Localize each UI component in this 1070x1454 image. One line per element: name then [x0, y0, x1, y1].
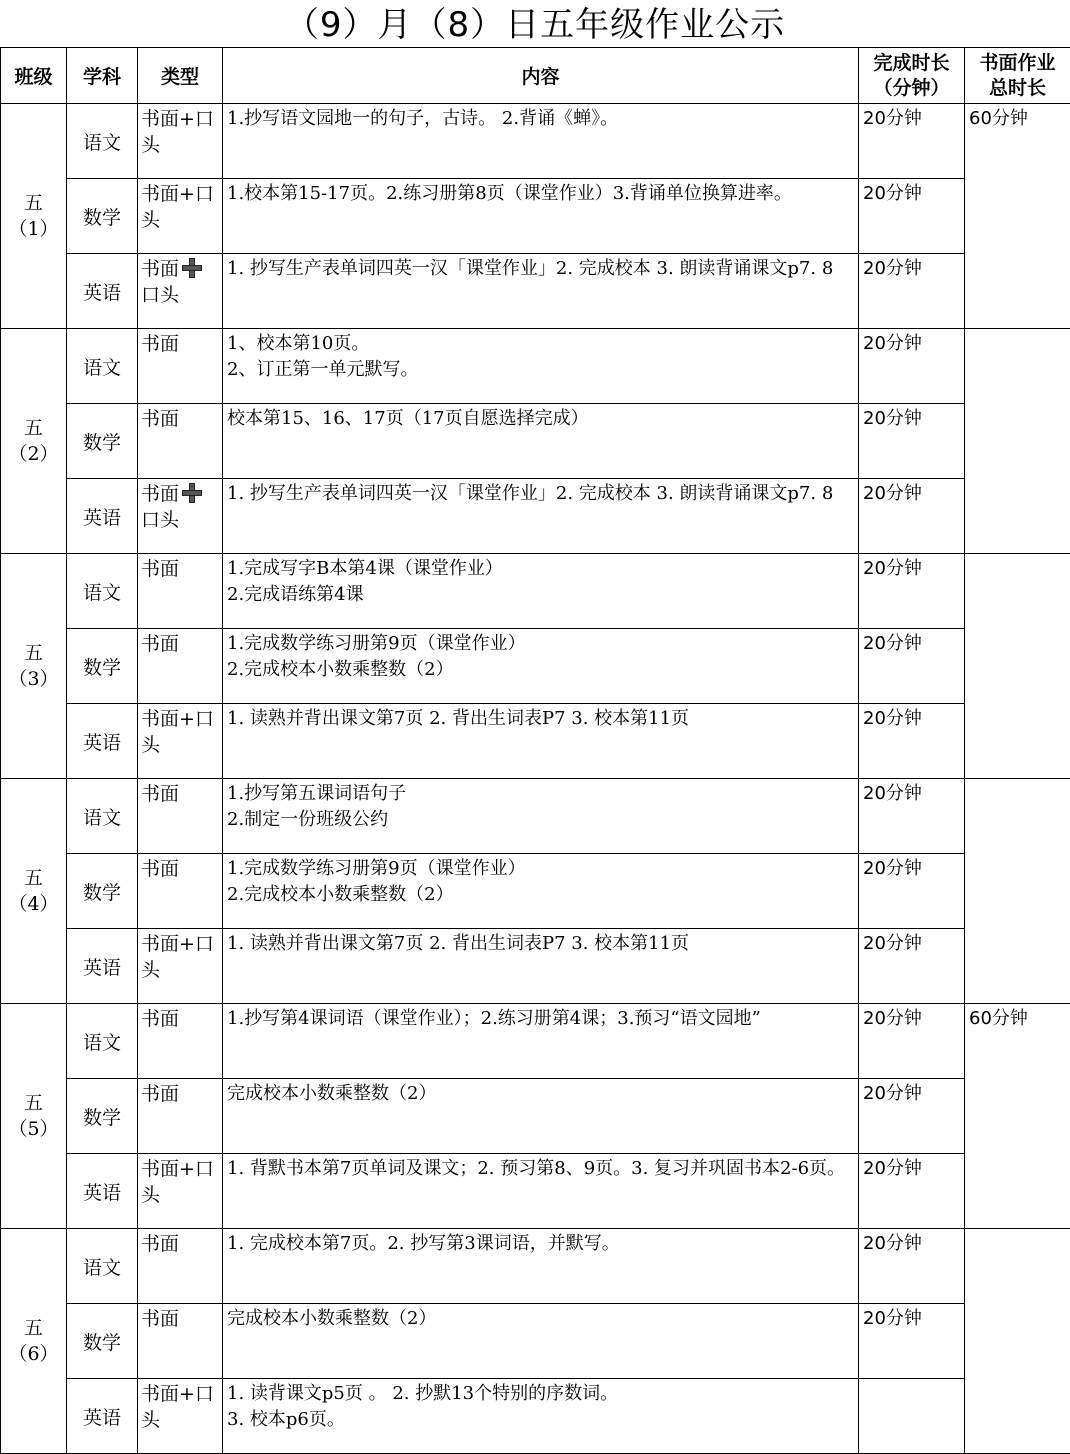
header-subject: 学科 — [67, 48, 138, 104]
duration-cell: 20分钟 — [859, 329, 965, 404]
type-text: 书面+口头 — [141, 108, 214, 156]
type-cell — [138, 629, 223, 704]
type-text: 书面 — [141, 858, 179, 880]
duration-cell: 20分钟 — [859, 404, 965, 479]
content-cell — [223, 629, 859, 704]
total-duration-cell: 60分钟 — [965, 104, 1070, 329]
content-cell — [223, 104, 859, 179]
table-row — [1, 929, 1070, 1004]
content-line: 1. 抄写生产表单词四英一汉「课堂作业」2. 完成校本 3. 朗读背诵课文p7. 8 — [227, 481, 856, 507]
content-cell — [223, 329, 859, 404]
duration-cell: 20分钟 — [859, 479, 965, 554]
subject-cell: 数学 — [67, 854, 138, 929]
class-grade: 五 — [1, 190, 66, 216]
subject-cell: 语文 — [67, 554, 138, 629]
table-row — [1, 1154, 1070, 1229]
class-number: （2） — [1, 441, 66, 467]
subject-cell: 英语 — [67, 929, 138, 1004]
duration-cell — [859, 1379, 965, 1454]
table-row — [1, 854, 1070, 929]
table-row — [1, 104, 1070, 179]
content-line: 2.完成校本小数乘整数（2） — [227, 657, 856, 683]
type-oral: 口头 — [141, 507, 222, 533]
class-number: （1） — [1, 216, 66, 242]
duration-cell: 20分钟 — [859, 704, 965, 779]
table-row — [1, 704, 1070, 779]
type-cell — [138, 479, 223, 554]
type-text: 书面 — [141, 1008, 179, 1030]
content-line: 1. 读背课文p5页 。 2. 抄默13个特别的序数词。 — [227, 1381, 856, 1407]
type-text: 书面 — [141, 558, 179, 580]
type-cell — [138, 254, 223, 329]
type-cell — [138, 1154, 223, 1229]
duration-cell: 20分钟 — [859, 1154, 965, 1229]
subject-cell: 数学 — [67, 404, 138, 479]
table-row — [1, 1004, 1070, 1079]
table-row — [1, 329, 1070, 404]
duration-cell: 20分钟 — [859, 254, 965, 329]
type-cell — [138, 1229, 223, 1304]
subject-cell: 数学 — [67, 179, 138, 254]
header-duration-line2: （分钟） — [859, 76, 964, 101]
type-cell — [138, 404, 223, 479]
subject-cell: 英语 — [67, 1154, 138, 1229]
content-line: 1.抄写第4课词语（课堂作业）；2.练习册第4课；3.预习“语文园地” — [227, 1006, 856, 1032]
type-cell — [138, 1379, 223, 1454]
class-number: （6） — [1, 1341, 66, 1367]
header-content: 内容 — [223, 48, 859, 104]
class-cell — [1, 329, 67, 554]
type-cell — [138, 1004, 223, 1079]
header-duration-line1: 完成时长 — [859, 51, 964, 76]
content-line: 校本第15、16、17页（17页自愿选择完成） — [227, 406, 856, 432]
subject-cell: 英语 — [67, 254, 138, 329]
subject-cell: 语文 — [67, 779, 138, 854]
class-cell — [1, 104, 67, 329]
type-cell — [138, 329, 223, 404]
type-cell — [138, 704, 223, 779]
content-line: 1.完成数学练习册第9页（课堂作业） — [227, 631, 856, 657]
content-line: 完成校本小数乘整数（2） — [227, 1306, 856, 1332]
table-row — [1, 479, 1070, 554]
type-text: 书面+口头 — [141, 1383, 214, 1431]
duration-cell: 20分钟 — [859, 929, 965, 1004]
content-cell — [223, 1304, 859, 1379]
content-line: 1.抄写第五课词语句子 — [227, 781, 856, 807]
table-row — [1, 1079, 1070, 1154]
class-grade: 五 — [1, 865, 66, 891]
type-text: 书面+口头 — [141, 708, 214, 756]
duration-cell: 20分钟 — [859, 629, 965, 704]
content-line: 2.完成语练第4课 — [227, 582, 856, 608]
class-cell — [1, 779, 67, 1004]
type-cell — [138, 929, 223, 1004]
total-duration-cell — [965, 779, 1070, 1004]
total-duration-cell — [965, 1229, 1070, 1454]
content-line: 1.抄写语文园地一的句子，古诗。 2.背诵《蝉》。 — [227, 106, 856, 132]
type-cell — [138, 854, 223, 929]
content-line: 2、订正第一单元默写。 — [227, 357, 856, 383]
content-line: 1. 读熟并背出课文第7页 2. 背出生词表P7 3. 校本第11页 — [227, 706, 856, 732]
total-duration-cell — [965, 554, 1070, 779]
class-grade: 五 — [1, 1315, 66, 1341]
page-title: （9）月（8）日五年级作业公示 — [0, 0, 1070, 47]
header-total — [965, 48, 1070, 104]
header-total-line1: 书面作业 — [965, 51, 1070, 76]
header-total-line2: 总时长 — [965, 76, 1070, 101]
header-class: 班级 — [1, 48, 67, 104]
content-cell — [223, 929, 859, 1004]
table-row — [1, 1304, 1070, 1379]
duration-cell: 20分钟 — [859, 179, 965, 254]
table-row — [1, 779, 1070, 854]
table-row — [1, 404, 1070, 479]
table-row — [1, 179, 1070, 254]
content-cell — [223, 1004, 859, 1079]
header-row — [1, 48, 1070, 104]
type-text: 书面+口头 — [141, 1158, 214, 1206]
duration-cell: 20分钟 — [859, 104, 965, 179]
content-line: 完成校本小数乘整数（2） — [227, 1081, 856, 1107]
homework-table — [0, 47, 1070, 1454]
duration-cell: 20分钟 — [859, 1229, 965, 1304]
content-cell — [223, 1154, 859, 1229]
type-text: 书面 — [141, 1233, 179, 1255]
type-written: 书面 — [141, 258, 179, 280]
class-number: （3） — [1, 666, 66, 692]
subject-cell: 英语 — [67, 479, 138, 554]
content-line: 2.制定一份班级公约 — [227, 807, 856, 833]
content-line: 1.完成写字B本第4课（课堂作业） — [227, 556, 856, 582]
type-cell — [138, 779, 223, 854]
class-cell — [1, 554, 67, 779]
type-text: 书面+口头 — [141, 183, 214, 231]
subject-cell: 语文 — [67, 1004, 138, 1079]
class-grade: 五 — [1, 1090, 66, 1116]
duration-cell: 20分钟 — [859, 779, 965, 854]
content-cell — [223, 1229, 859, 1304]
subject-cell: 语文 — [67, 1229, 138, 1304]
content-line: 2.完成校本小数乘整数（2） — [227, 882, 856, 908]
type-text: 书面 — [141, 333, 179, 355]
content-line: 3. 校本p6页。 — [227, 1407, 856, 1433]
plus-icon — [181, 482, 203, 504]
subject-cell: 语文 — [67, 329, 138, 404]
type-cell — [138, 1079, 223, 1154]
type-written: 书面 — [141, 483, 179, 505]
content-cell — [223, 854, 859, 929]
type-cell — [138, 179, 223, 254]
content-line: 1. 背默书本第7页单词及课文；2. 预习第8、9页。3. 复习并巩固书本2-6页。 — [227, 1156, 856, 1182]
header-type: 类型 — [138, 48, 223, 104]
type-cell — [138, 104, 223, 179]
total-duration-cell: 60分钟 — [965, 1004, 1070, 1229]
subject-cell: 语文 — [67, 104, 138, 179]
plus-icon — [181, 257, 203, 279]
duration-cell: 20分钟 — [859, 1079, 965, 1154]
content-line: 1、校本第10页。 — [227, 331, 856, 357]
duration-cell: 20分钟 — [859, 1004, 965, 1079]
subject-cell: 英语 — [67, 704, 138, 779]
subject-cell: 数学 — [67, 629, 138, 704]
content-line: 1.完成数学练习册第9页（课堂作业） — [227, 856, 856, 882]
content-cell — [223, 254, 859, 329]
content-line: 1. 抄写生产表单词四英一汉「课堂作业」2. 完成校本 3. 朗读背诵课文p7. 8 — [227, 256, 856, 282]
table-row — [1, 1229, 1070, 1304]
content-line: 1. 完成校本第7页。2. 抄写第3课词语，并默写。 — [227, 1231, 856, 1257]
content-line: 1.校本第15-17页。2.练习册第8页（课堂作业）3.背诵单位换算进率。 — [227, 181, 856, 207]
type-text: 书面 — [141, 408, 179, 430]
class-grade: 五 — [1, 415, 66, 441]
type-text: 书面 — [141, 1308, 179, 1330]
class-number: （4） — [1, 891, 66, 917]
duration-cell: 20分钟 — [859, 854, 965, 929]
table-body — [1, 104, 1070, 1454]
content-cell — [223, 554, 859, 629]
class-cell — [1, 1004, 67, 1229]
content-cell — [223, 179, 859, 254]
duration-cell: 20分钟 — [859, 1304, 965, 1379]
total-duration-cell — [965, 329, 1070, 554]
table-row — [1, 1379, 1070, 1454]
type-text: 书面 — [141, 783, 179, 805]
subject-cell: 英语 — [67, 1379, 138, 1454]
subject-cell: 数学 — [67, 1079, 138, 1154]
type-cell — [138, 1304, 223, 1379]
content-cell — [223, 779, 859, 854]
subject-cell: 数学 — [67, 1304, 138, 1379]
table-row — [1, 554, 1070, 629]
type-cell — [138, 554, 223, 629]
table-row — [1, 254, 1070, 329]
content-cell — [223, 1379, 859, 1454]
header-duration — [859, 48, 965, 104]
content-cell — [223, 404, 859, 479]
content-cell — [223, 479, 859, 554]
class-number: （5） — [1, 1116, 66, 1142]
content-cell — [223, 1079, 859, 1154]
type-text: 书面 — [141, 633, 179, 655]
content-cell — [223, 704, 859, 779]
type-text: 书面 — [141, 1083, 179, 1105]
type-oral: 口头 — [141, 282, 222, 308]
duration-cell: 20分钟 — [859, 554, 965, 629]
class-cell — [1, 1229, 67, 1454]
class-grade: 五 — [1, 640, 66, 666]
table-row — [1, 629, 1070, 704]
content-line: 1. 读熟并背出课文第7页 2. 背出生词表P7 3. 校本第11页 — [227, 931, 856, 957]
type-text: 书面+口头 — [141, 933, 214, 981]
